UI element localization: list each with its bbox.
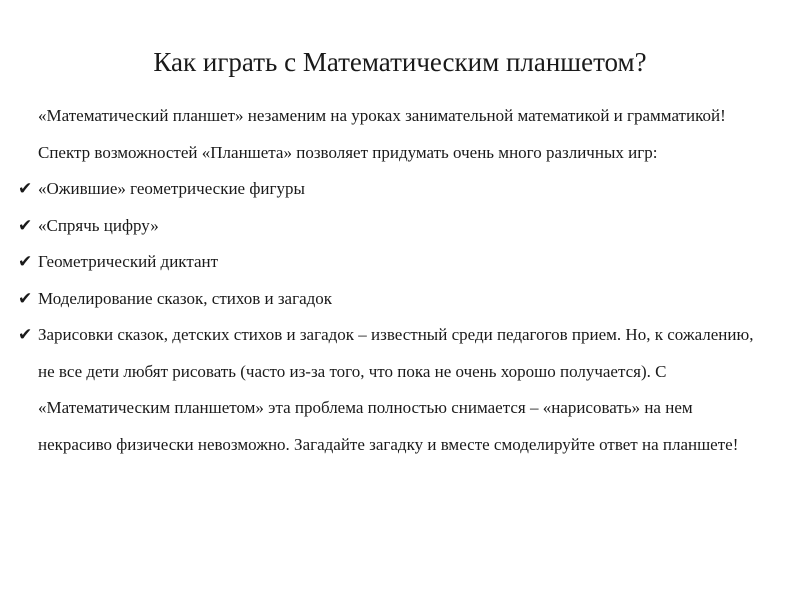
check-mark-icon: ✔: [18, 215, 33, 236]
check-mark-icon: ✔: [18, 325, 33, 345]
check-mark-icon: ✔: [18, 288, 33, 309]
list-item: [18, 208, 768, 245]
list-item-text: «Ожившие» геометрические фигуры: [38, 179, 305, 198]
slide-title: Как играть с Математическим планшетом?: [153, 47, 647, 77]
list-item: [18, 171, 768, 208]
list-item-text: Зарисовки сказок, детских стихов и загадок – известный среди педагогов прием. Но, к сожалению, не все дети любят рисовать (часто из-за того, что пока не очень хорошо получается). С «Математическим планшетом» эта проблема полностью снимается – «нарисовать» на нем некрасиво физически невозможно. Загадайте загадку и вместе смоделируйте ответ на планшете!: [38, 325, 754, 454]
slide-body: [18, 98, 768, 463]
list-item-text: Моделирование сказок, стихов и загадок: [38, 288, 333, 308]
list-item-text: Геометрический диктант: [38, 252, 219, 271]
check-mark-icon: ✔: [18, 179, 33, 199]
intro-paragraph: «Математический планшет» незаменим на уроках занимательной математикой и грамматикой! Спектр возможностей «Планшета» позволяет придумать очень много различных игр:: [38, 106, 726, 162]
check-list: [18, 171, 768, 463]
check-mark-icon: ✔: [18, 252, 33, 272]
list-item-text: «Спрячь цифру»: [38, 215, 159, 235]
list-item: [18, 317, 768, 463]
list-item: [18, 244, 768, 281]
list-item: [18, 281, 768, 318]
